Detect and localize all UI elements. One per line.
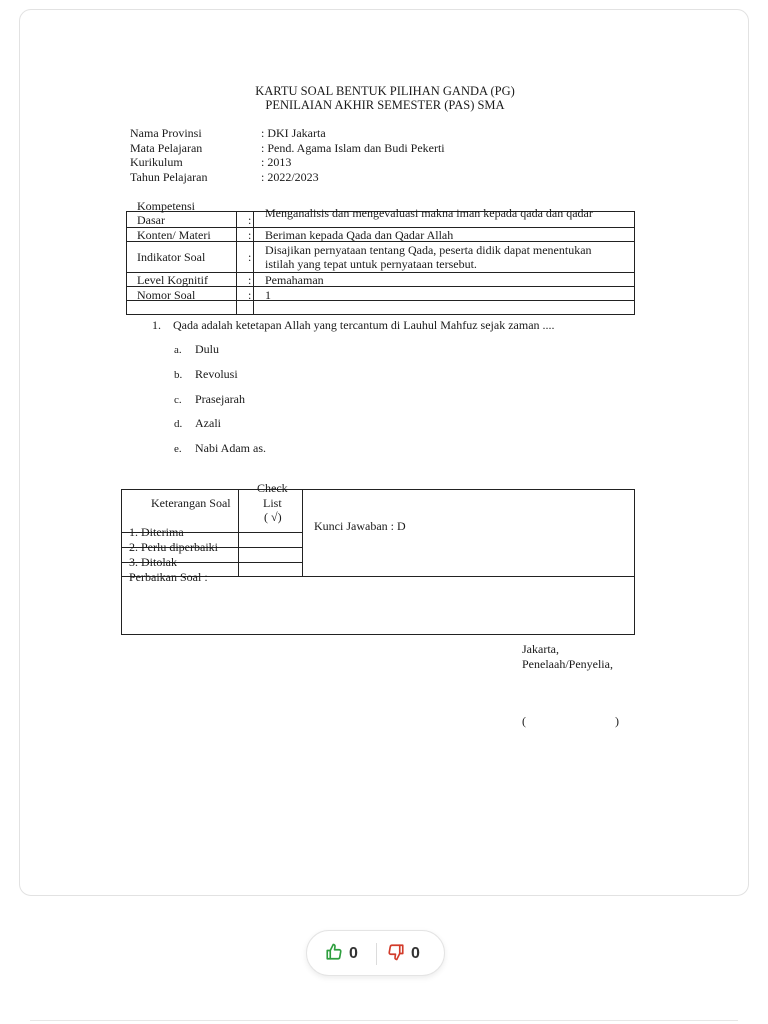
answer-key: Kunci Jawaban : D	[314, 519, 406, 533]
level-label: Level Kognitif	[137, 273, 208, 287]
colon: :	[248, 213, 252, 227]
option-letter: d.	[174, 418, 183, 430]
thumbs-up-icon	[325, 943, 343, 966]
question-text: Qada adalah ketetapan Allah yang tercantum di Lauhul Mahfuz sejak zaman ....	[173, 318, 555, 332]
option-text: Prasejarah	[195, 392, 245, 406]
like-count: 0	[349, 945, 358, 962]
colon: :	[248, 250, 252, 264]
kompetensi-label: Kompetensi	[137, 199, 195, 213]
indikator-value-line-2: istilah yang tepat untuk pernyataan tersebut.	[265, 257, 477, 271]
option-text: Azali	[195, 416, 221, 430]
document-title-line-2: PENILAIAN AKHIR SEMESTER (PAS) SMA	[265, 98, 505, 112]
check-label-1: Check	[257, 481, 288, 495]
option-text: Revolusi	[195, 367, 238, 381]
colon: :	[248, 228, 252, 242]
identity-value: : 2022/2023	[261, 170, 319, 184]
identity-value: : DKI Jakarta	[261, 126, 326, 140]
identity-value: : 2013	[261, 155, 292, 169]
signature-role: Penelaah/Penyelia,	[522, 657, 613, 671]
identity-label: Mata Pelajaran	[130, 141, 203, 155]
option-letter: a.	[174, 344, 182, 356]
identity-label: Nama Provinsi	[130, 126, 202, 140]
indikator-label: Indikator Soal	[137, 250, 206, 264]
colon: :	[248, 273, 252, 287]
thumbs-down-icon	[387, 943, 405, 966]
check-label-2: List	[263, 496, 282, 510]
document-page	[19, 9, 749, 896]
footer-divider	[30, 1020, 738, 1021]
signature-open-paren: (	[522, 714, 526, 728]
identity-label: Tahun Pelajaran	[130, 170, 208, 184]
table-divider	[238, 489, 239, 577]
option-letter: e.	[174, 443, 182, 455]
question-card-document	[20, 10, 750, 897]
signature-place: Jakarta,	[522, 642, 559, 656]
table-row-line	[126, 300, 635, 301]
kompetensi-label-2: Dasar	[137, 213, 165, 227]
table-divider	[302, 489, 303, 577]
signature-close-paren: )	[615, 714, 619, 728]
rating-divider	[376, 943, 377, 965]
nomor-label: Nomor Soal	[137, 288, 196, 302]
nomor-value: 1	[265, 288, 271, 302]
dislike-count: 0	[411, 945, 420, 962]
status-accepted: 1. Diterima	[129, 525, 184, 539]
colon: :	[248, 288, 252, 302]
option-letter: b.	[174, 369, 183, 381]
status-needs-revision: 2. Perlu diperbaiki	[129, 540, 218, 554]
document-title-line-1: KARTU SOAL BENTUK PILIHAN GANDA (PG)	[255, 84, 515, 98]
option-text: Nabi Adam as.	[195, 441, 266, 455]
konten-value: Beriman kepada Qada dan Qadar Allah	[265, 228, 454, 242]
revision-label: Perbaikan Soal :	[129, 570, 208, 584]
check-label-3: ( √)	[264, 510, 282, 524]
rating-bar	[306, 930, 445, 976]
indikator-value-line-1: Disajikan pernyataan tentang Qada, peserta didik dapat menentukan	[265, 243, 592, 257]
status-rejected: 3. Ditolak	[129, 555, 177, 569]
identity-value: : Pend. Agama Islam dan Budi Pekerti	[261, 141, 445, 155]
kompetensi-value: Menganalisis dan mengevaluasi makna iman kepada qada dan qadar	[265, 206, 593, 220]
question-number: 1.	[152, 318, 161, 332]
keterangan-label: Keterangan Soal	[151, 496, 231, 510]
level-value: Pemahaman	[265, 273, 324, 287]
dislike-button[interactable]	[387, 931, 420, 977]
option-text: Dulu	[195, 342, 219, 356]
like-button[interactable]	[325, 931, 358, 977]
konten-label: Konten/ Materi	[137, 228, 211, 242]
identity-label: Kurikulum	[130, 155, 183, 169]
option-letter: c.	[174, 394, 182, 406]
